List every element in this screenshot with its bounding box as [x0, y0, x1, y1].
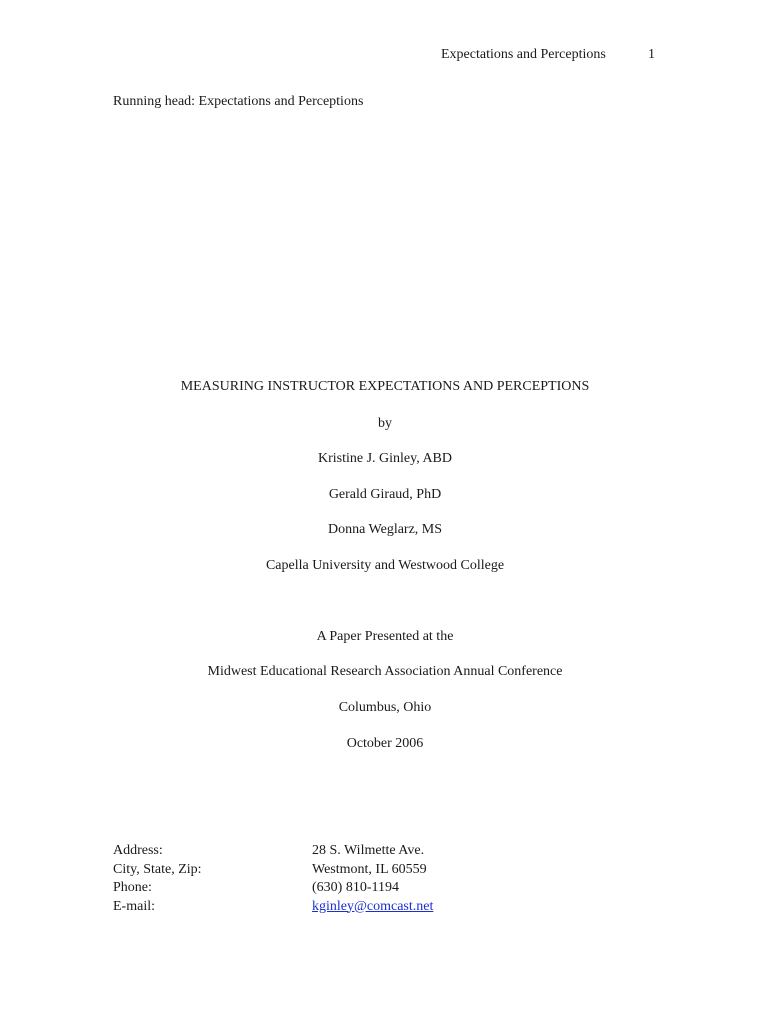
author-3: Donna Weglarz, MS: [327, 522, 443, 537]
contact-row-address: [113, 842, 433, 861]
affiliation: Capella University and Westwood College: [265, 558, 505, 573]
contact-row-email: [113, 898, 433, 917]
phone-value: (630) 810-1194: [312, 880, 399, 895]
by-line: by: [378, 416, 392, 431]
presented-at: A Paper Presented at the: [316, 629, 454, 644]
email-label: E-mail:: [113, 898, 155, 914]
city-label: City, State, Zip:: [113, 861, 202, 877]
address-value: 28 S. Wilmette Ave.: [312, 843, 425, 858]
conference-date: October 2006: [346, 736, 424, 751]
city-value: Westmont, IL 60559: [312, 861, 427, 877]
phone-label: Phone:: [113, 880, 152, 895]
address-label: Address:: [113, 843, 163, 858]
email-link[interactable]: kginley@comcast.net: [312, 898, 434, 914]
author-1: Kristine J. Ginley, ABD: [317, 451, 453, 466]
paper-title: MEASURING INSTRUCTOR EXPECTATIONS AND PERCEPTIONS: [180, 379, 590, 394]
author-2: Gerald Giraud, PhD: [328, 487, 442, 502]
contact-block: [113, 842, 433, 916]
page-number: 1: [648, 47, 655, 62]
contact-row-phone: [113, 879, 433, 898]
header-short-title: Expectations and Perceptions: [441, 47, 606, 62]
contact-row-city: [113, 861, 433, 880]
conference-location: Columbus, Ohio: [338, 700, 432, 715]
running-head: Running head: Expectations and Perceptions: [113, 94, 364, 109]
conference-name: Midwest Educational Research Association Annual Conference: [207, 664, 563, 679]
